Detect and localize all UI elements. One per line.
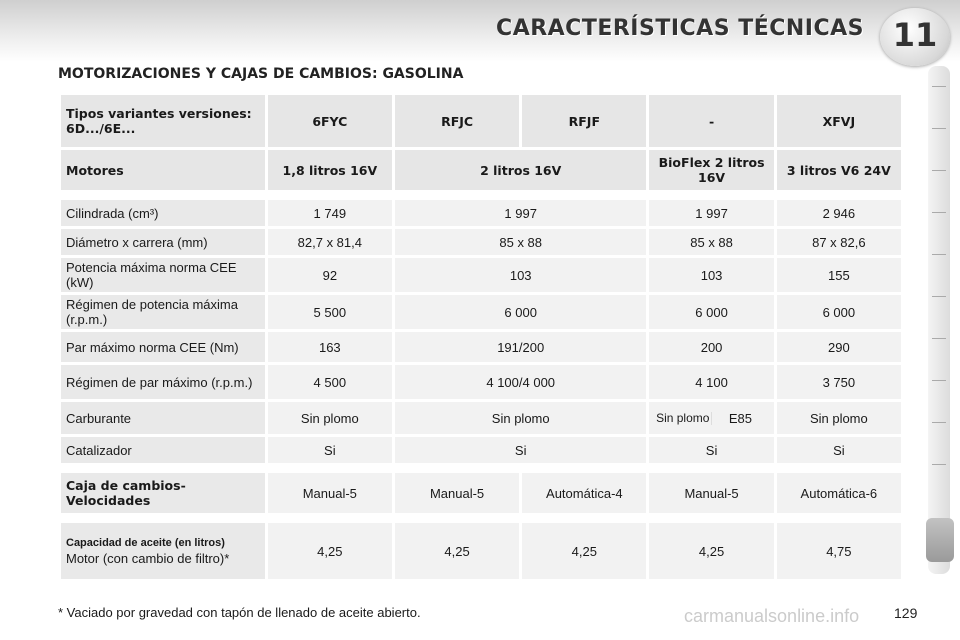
row-label: Régimen de par máximo (r.p.m.) (61, 365, 265, 399)
chapter-number: 11 (892, 16, 938, 54)
value-cell: 5 500 (268, 295, 392, 329)
value-cell: 200 (649, 332, 773, 362)
watermark: carmanualsonline.info (684, 606, 860, 626)
rail-tick (932, 128, 946, 129)
rail-tick (932, 212, 946, 213)
row-label: Cilindrada (cm³) (61, 200, 265, 226)
value-cell: 85 x 88 (649, 229, 773, 255)
row-label: Caja de cambios-Velocidades (61, 473, 265, 513)
chapter-title: CARACTERÍSTICAS TÉCNICAS (496, 16, 864, 41)
row-label: Catalizador (61, 437, 265, 463)
value-cell: 87 x 82,6 (777, 229, 901, 255)
value-cell: Sin plomo (654, 412, 712, 425)
table-row (61, 229, 901, 255)
version-cell: XFVJ (777, 95, 901, 147)
chapter-tab[interactable] (926, 518, 954, 562)
value-cell: 3 750 (777, 365, 901, 399)
value-cell: 1 749 (268, 200, 392, 226)
rail-tick (932, 380, 946, 381)
value-cell: 4,75 (777, 523, 901, 579)
row-label: Diámetro x carrera (mm) (61, 229, 265, 255)
value-cell: 92 (268, 258, 392, 292)
value-cell: 103 (395, 258, 647, 292)
rail-tick (932, 170, 946, 171)
value-cell: 4 100/4 000 (395, 365, 647, 399)
value-cell: 2 946 (777, 200, 901, 226)
chapter-badge (880, 8, 950, 66)
footnote: * Vaciado por gravedad con tapón de llenado de aceite abierto. (58, 605, 421, 620)
oil-label-cell (61, 523, 265, 579)
row-label: Potencia máxima norma CEE (kW) (61, 258, 265, 292)
value-cell: 155 (777, 258, 901, 292)
value-cell: Sin plomo (268, 402, 392, 434)
table-row (61, 365, 901, 399)
engine-cell: 1,8 litros 16V (268, 150, 392, 190)
value-cell: Automática-4 (522, 473, 646, 513)
rail-tick (932, 296, 946, 297)
value-cell: 4 100 (649, 365, 773, 399)
rail-tick (932, 338, 946, 339)
value-cell: 290 (777, 332, 901, 362)
value-cell: 82,7 x 81,4 (268, 229, 392, 255)
engines-row (61, 150, 901, 190)
value-cell: Manual-5 (268, 473, 392, 513)
table-row (61, 437, 901, 463)
value-cell: 4,25 (522, 523, 646, 579)
value-cell: Manual-5 (649, 473, 773, 513)
versions-row (61, 95, 901, 147)
gearbox-row (61, 473, 901, 513)
rail-tick (932, 86, 946, 87)
side-rail (928, 66, 950, 574)
section-title: MOTORIZACIONES Y CAJAS DE CAMBIOS: GASOLINA (58, 66, 464, 82)
value-cell: 6 000 (395, 295, 647, 329)
value-cell: Si (777, 437, 901, 463)
version-cell: 6FYC (268, 95, 392, 147)
version-cell: RFJC (395, 95, 519, 147)
value-cell: E85 (728, 410, 752, 426)
version-cell: RFJF (522, 95, 646, 147)
value-cell: Si (395, 437, 647, 463)
value-cell: 191/200 (395, 332, 647, 362)
page-number: 129 (894, 605, 918, 621)
value-cell: 6 000 (777, 295, 901, 329)
row-label: Régimen de potencia máxima (r.p.m.) (61, 295, 265, 329)
versions-label: Tipos variantes versiones: 6D.../6E... (61, 95, 265, 147)
specs-table (58, 92, 904, 582)
table-row (61, 258, 901, 292)
rail-tick (932, 254, 946, 255)
row-label: Par máximo norma CEE (Nm) (61, 332, 265, 362)
value-cell: 85 x 88 (395, 229, 647, 255)
engine-cell: 2 litros 16V (395, 150, 647, 190)
value-cell: Sin plomo (395, 402, 647, 434)
engine-cell: 3 litros V6 24V (777, 150, 901, 190)
value-cell: 1 997 (395, 200, 647, 226)
engine-cell: BioFlex 2 litros 16V (649, 150, 773, 190)
version-cell: - (649, 95, 773, 147)
split-cell (654, 411, 768, 426)
value-cell: 6 000 (649, 295, 773, 329)
table-row (61, 402, 901, 434)
table-row (61, 200, 901, 226)
value-cell: 4,25 (395, 523, 519, 579)
value-cell-split (649, 402, 773, 434)
value-cell: Si (649, 437, 773, 463)
oil-row (61, 523, 901, 579)
row-label: Motor (con cambio de filtro)* (66, 550, 230, 566)
value-cell: 4,25 (649, 523, 773, 579)
value-cell: Automática-6 (777, 473, 901, 513)
value-cell: Manual-5 (395, 473, 519, 513)
value-cell: 1 997 (649, 200, 773, 226)
value-cell: 163 (268, 332, 392, 362)
value-cell: Si (268, 437, 392, 463)
value-cell: 4,25 (268, 523, 392, 579)
rail-tick (932, 464, 946, 465)
value-cell: 4 500 (268, 365, 392, 399)
value-cell: 103 (649, 258, 773, 292)
table-row (61, 295, 901, 329)
engines-label: Motores (61, 150, 265, 190)
oil-title: Capacidad de aceite (en litros) (66, 536, 225, 549)
rail-tick (932, 422, 946, 423)
table-row (61, 332, 901, 362)
value-cell: Sin plomo (777, 402, 901, 434)
row-label: Carburante (61, 402, 265, 434)
